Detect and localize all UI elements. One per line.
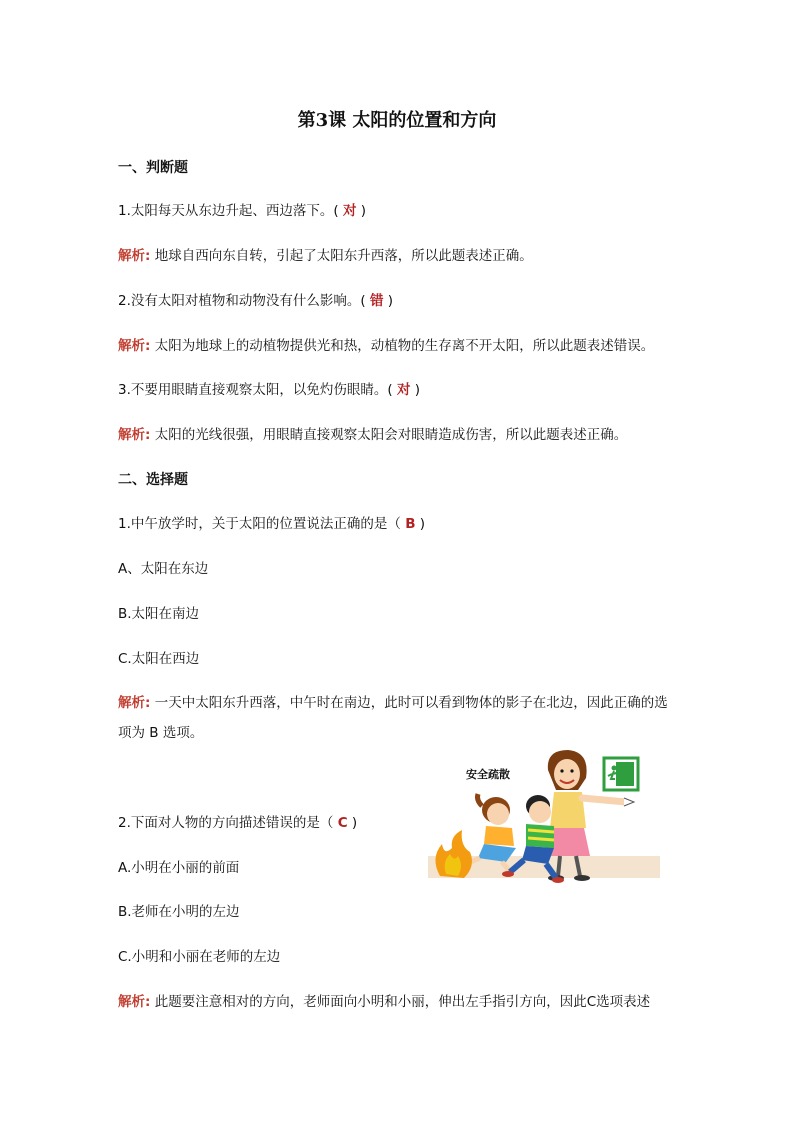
section-heading-judge: 一、判断题 — [118, 160, 188, 176]
choice2-option-a: A.小明在小丽的前面 — [118, 860, 240, 876]
choice-question-1 — [118, 514, 425, 534]
question-text: 2.下面对人物的方向描述错误的是（ — [118, 815, 334, 831]
analysis-label: 解析: — [118, 994, 151, 1010]
choice1-option-a: A、太阳在东边 — [118, 561, 209, 577]
exit-sign-icon — [604, 758, 638, 790]
page-title: 第3课 太阳的位置和方向 — [297, 110, 497, 131]
answer: 对 — [342, 203, 357, 219]
analysis-label: 解析: — [118, 427, 151, 443]
choice2-option-c: C.小明和小丽在老师的左边 — [118, 949, 281, 965]
analysis-text: 太阳的光线很强，用眼睛直接观察太阳会对眼睛造成伤害，所以此题表述正确。 — [154, 427, 628, 443]
section-heading-choice: 二、选择题 — [118, 472, 188, 488]
judge-question-1 — [118, 201, 366, 221]
paren-close: ) — [351, 815, 358, 831]
question-text: 1.中午放学时，关于太阳的位置说法正确的是（ — [118, 516, 401, 532]
answer: 错 — [369, 293, 384, 309]
fire-icon — [435, 830, 472, 878]
judge-analysis-3 — [118, 425, 627, 445]
judge-analysis-2 — [118, 336, 654, 356]
analysis-text: 太阳为地球上的动植物提供光和热，动植物的生存离不开太阳，所以此题表述错误。 — [154, 338, 655, 354]
evacuation-scene-drawing — [428, 748, 664, 888]
choice1-option-c: C.太阳在西边 — [118, 651, 200, 667]
paren-close: ) — [419, 516, 426, 532]
judge-question-2 — [118, 291, 393, 311]
analysis-label: 解析: — [118, 338, 151, 354]
analysis-text: 一天中太阳东升西落，中午时在南边，此时可以看到物体的影子在北边，因此正确的选项为 B 选项。 — [118, 695, 668, 741]
analysis-label: 解析: — [118, 695, 151, 711]
paren-close: ) — [360, 203, 367, 219]
choice-question-2 — [118, 813, 357, 833]
choice1-analysis — [118, 688, 678, 748]
judge-question-3 — [118, 380, 420, 400]
choice2-analysis — [118, 992, 650, 1012]
answer: B — [405, 516, 416, 532]
answer: 对 — [396, 382, 411, 398]
question-text: 2.没有太阳对植物和动物没有什么影响。( — [118, 293, 366, 309]
sign-text: 安全疏散 — [466, 768, 510, 781]
answer: C — [337, 815, 348, 831]
question-text: 3.不要用眼睛直接观察太阳，以免灼伤眼睛。( — [118, 382, 393, 398]
paren-close: ) — [414, 382, 421, 398]
choice2-option-b: B.老师在小明的左边 — [118, 904, 240, 920]
analysis-text: 地球自西向东自转，引起了太阳东升西落，所以此题表述正确。 — [154, 248, 533, 264]
evacuation-illustration — [428, 748, 664, 888]
judge-analysis-1 — [118, 246, 533, 266]
analysis-text: 此题要注意相对的方向，老师面向小明和小丽，伸出左手指引方向，因此C选项表述 — [154, 994, 651, 1010]
analysis-label: 解析: — [118, 248, 151, 264]
choice1-option-b: B.太阳在南边 — [118, 606, 200, 622]
paren-close: ) — [387, 293, 394, 309]
question-text: 1.太阳每天从东边升起、西边落下。( — [118, 203, 339, 219]
